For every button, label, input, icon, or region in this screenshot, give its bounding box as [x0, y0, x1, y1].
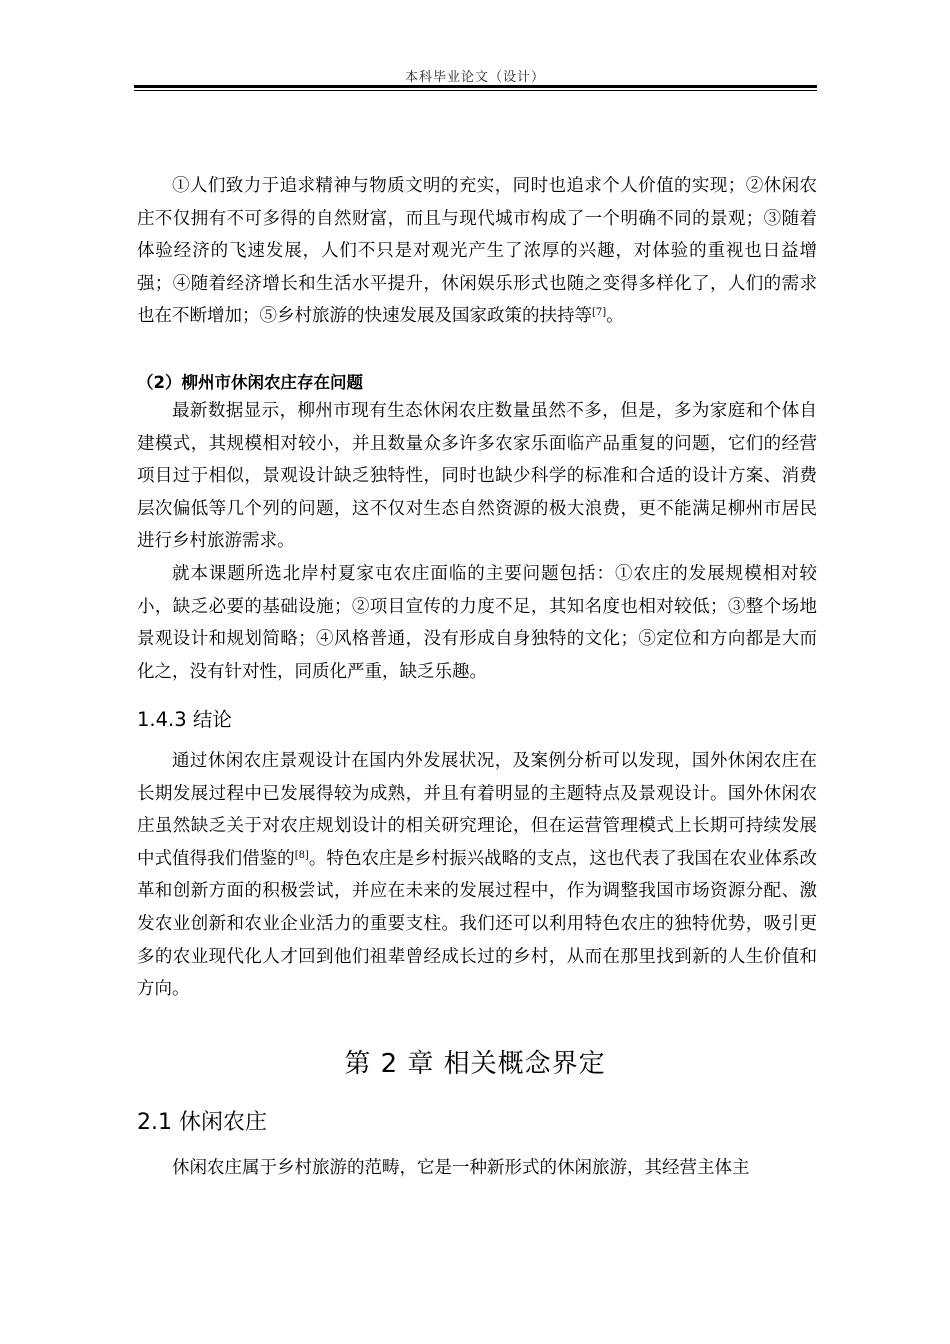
- section-heading-2-1: 2.1 休闲农庄: [137, 1110, 267, 1135]
- paragraph-conclusion-text-b: 。特色农庄是乡村振兴战略的支点，这也代表了我国在农业体系改革和创新方面的积极尝试，并应在未来的发展过程中，作为调整我国市场资源分配、激发农业创新和农业企业活力的重要支柱。我们还可以利用特色农庄的独特优势，吸引更多的农业现代化人才回到他们祖辈曾经成长过的乡村，从而在那里找到新的人生价值和方向。: [137, 848, 818, 1000]
- paragraph-conclusion: [137, 745, 817, 1006]
- body-block-1: [137, 170, 817, 333]
- citation-7: [7]: [592, 307, 607, 319]
- subheading-liuzhou-problems: （2）柳州市休闲农庄存在问题: [137, 373, 363, 392]
- paragraph-conclusion-text-a: 通过休闲农庄景观设计在国内外发展状况，及案例分析可以发现，国外休闲农庄在长期发展过程中已发展得较为成熟，并且有着明显的主题特点及景观设计。国外休闲农庄虽然缺乏关于对农庄规划设计的相关研究理论，但在运营管理模式上长期可持续发展中式值得我们借鉴的: [137, 751, 817, 869]
- section-heading-1-4-3: 1.4.3 结论: [137, 708, 232, 731]
- paragraph-reasons-text: ①人们致力于追求精神与物质文明的充实，同时也追求个人价值的实现；②休闲农庄不仅拥有不可多得的自然财富，而且与现代城市构成了一个明确不同的景观；③随着体验经济的飞速发展，人们不只是对观光产生了浓厚的兴趣，对体验的重视也日益增强；④随着经济增长和生活水平提升，休闲娱乐形式也随之变得多样化了，人们的需求也在不断增加；⑤乡村旅游的快速发展及国家政策的扶持等: [137, 176, 817, 327]
- paragraph-leisure-farm-definition: 休闲农庄属于乡村旅游的范畴，它是一种新形式的休闲旅游，其经营主体主: [172, 1158, 750, 1178]
- paragraph-reasons: [137, 170, 817, 333]
- header-rule-thin: [134, 90, 817, 91]
- chapter-2-title: 第 2 章 相关概念界定: [344, 1049, 606, 1079]
- citation-8: [8]: [294, 849, 309, 861]
- body-block-3: [137, 745, 817, 1006]
- paragraph-latest-data: 最新数据显示，柳州市现有生态休闲农庄数量虽然不多，但是，多为家庭和个体自建模式，其规模相对较小，并且数量众多许多农家乐面临产品重复的问题，它们的经营项目过于相似，景观设计缺乏独特性，同时也缺少科学的标准和合适的设计方案、消费层次偏低等几个列的问题，这不仅对生态自然资源的极大浪费，更不能满足柳州市居民进行乡村旅游需求。: [137, 401, 817, 552]
- body-block-4: [137, 1152, 817, 1185]
- paragraph-project-problems: 就本课题所选北岸村夏家屯农庄面临的主要问题包括：①农庄的发展规模相对较小，缺乏必要的基础设施；②项目宣传的力度不足，其知名度也相对较低；③整个场地景观设计和规划简略；④风格普通，没有形成自身独特的文化；⑤定位和方向都是大而化之，没有针对性，同质化严重，缺乏乐趣。: [137, 563, 817, 682]
- page-header-title: 本科毕业论文（设计）: [404, 70, 545, 85]
- paragraph-reasons-end: 。: [606, 306, 624, 327]
- header-rule-thick: [134, 85, 817, 88]
- body-block-2: [137, 395, 817, 688]
